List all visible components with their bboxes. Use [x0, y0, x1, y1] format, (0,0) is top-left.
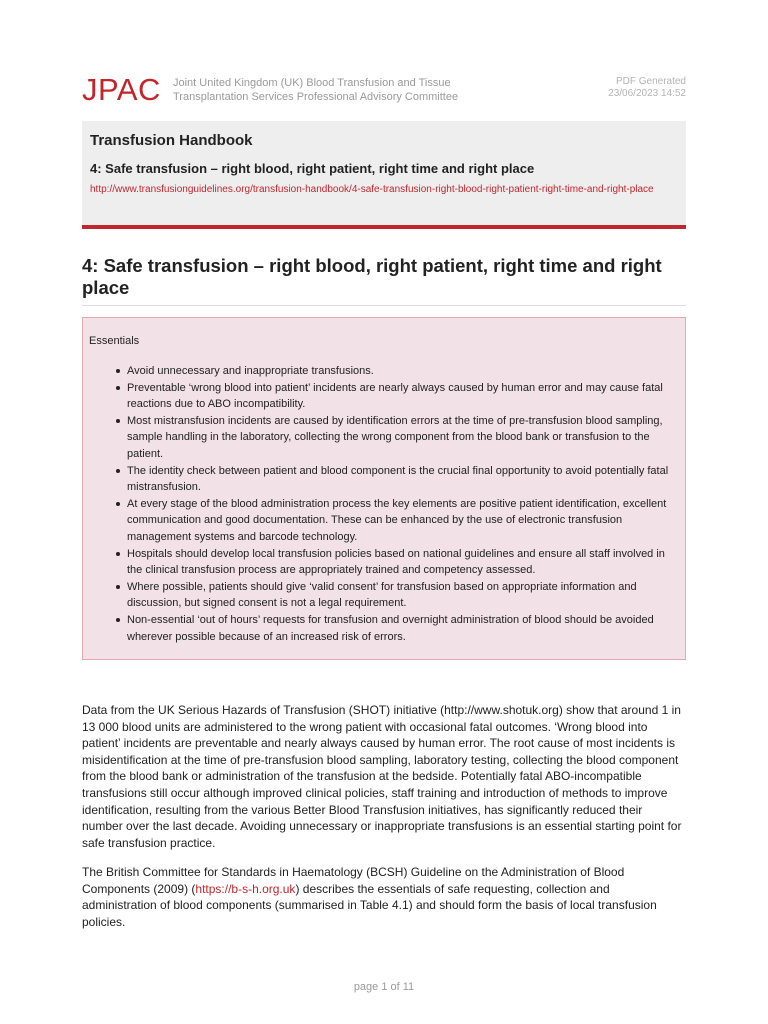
organization-name — [173, 76, 493, 104]
essentials-item: Preventable ‘wrong blood into patient’ incidents are nearly always caused by human error and may cause fatal reactions due to ABO incompatibility. — [127, 380, 679, 413]
pdf-generated-label: PDF Generated — [615, 76, 686, 87]
essentials-list — [89, 363, 679, 645]
essentials-item: Where possible, patients should give ‘valid consent’ for transfusion based on appropriate information and discussion, but signed consent is not a legal requirement. — [127, 579, 679, 612]
chapter-url-link[interactable]: http://www.transfusionguidelines.org/transfusion-handbook/4-safe-transfusion-right-blood-right-patient-right-time-and-right-place — [90, 184, 654, 195]
pdf-generated-info — [608, 76, 686, 99]
essentials-item: Most mistransfusion incidents are caused by identification errors at the time of pre-transfusion blood sampling, sample handling in the laboratory, collecting the wrong component from the blood bank or transfusion to the patient. — [127, 413, 679, 463]
essentials-item: Avoid unnecessary and inappropriate transfusions. — [127, 363, 679, 380]
bcsh-text-start: The British Committee for Standards in Haematology (BCSH) Guideline on the Administration of Blood Components (2009) ( — [82, 865, 625, 896]
essentials-item: At every stage of the blood administration process the key elements are positive patient identification, excellent communication and good documentation. These can be enhanced by the use of electronic transfusion management systems and barcode technology. — [127, 496, 679, 546]
document-header — [82, 72, 686, 112]
body-paragraph-shot: Data from the UK Serious Hazards of Transfusion (SHOT) initiative (http://www.shotuk.org) show that around 1 in 13 000 blood units are administered to the wrong patient with occasional fatal outcomes. ‘Wrong blood into patient’ incidents are preventable and nearly always caused by human error. The root cause of most incidents is misidentification at the time of pre-transfusion blood sampling, laboratory testing, collecting the blood component from the blood bank or administration of the transfusion at the bedside. Potentially fatal ABO-incompatible transfusions still occur although improved clinical policies, staff training and introduction of methods to improve identification, resulting from the various Better Blood Transfusion initiatives, has significantly reduced their number over the last decade. Avoiding unnecessary or inappropriate transfusions is an essential starting point for safe transfusion practice. — [82, 703, 682, 850]
page-indicator: page 1 of 11 — [353, 981, 415, 993]
essentials-item: Hospitals should develop local transfusion policies based on national guidelines and ensure all staff involved in the clinical transfusion process are appropriately trained and competency assessed. — [127, 546, 679, 579]
essentials-item: The identity check between patient and blood component is the crucial final opportunity to avoid potentially fatal mistransfusion. — [127, 463, 679, 496]
pdf-generated-date: 23/06/2023 14:52 — [608, 87, 686, 99]
chapter-subtitle: 4: Safe transfusion – right blood, right patient, right time and right place — [90, 161, 535, 176]
organization-name-line-1: Joint United Kingdom (UK) Blood Transfusion and Tissue — [173, 77, 451, 89]
handbook-banner — [82, 121, 686, 229]
handbook-title: Transfusion Handbook — [90, 132, 253, 149]
bcsh-text-end: ) describes the essentials of safe requesting, collection and administration of blood components (summarised in Table 4.1) and should form the basis of local transfusion policies. — [82, 881, 657, 929]
organization-name-line-2: Transplantation Services Professional Advisory Committee — [173, 91, 459, 103]
page-title: 4: Safe transfusion – right blood, right patient, right time and right place — [82, 255, 686, 306]
essentials-box — [82, 317, 686, 660]
bsh-website-link[interactable]: https://b-s-h.org.uk — [195, 881, 296, 896]
essentials-item: Non-essential ‘out of hours’ requests for transfusion and overnight administration of blood should be avoided wherever possible because of an increased risk of errors. — [127, 612, 679, 645]
essentials-heading: Essentials — [89, 335, 140, 347]
jpac-logo: JPAC — [82, 72, 161, 107]
body-paragraph-bcsh — [82, 864, 686, 930]
